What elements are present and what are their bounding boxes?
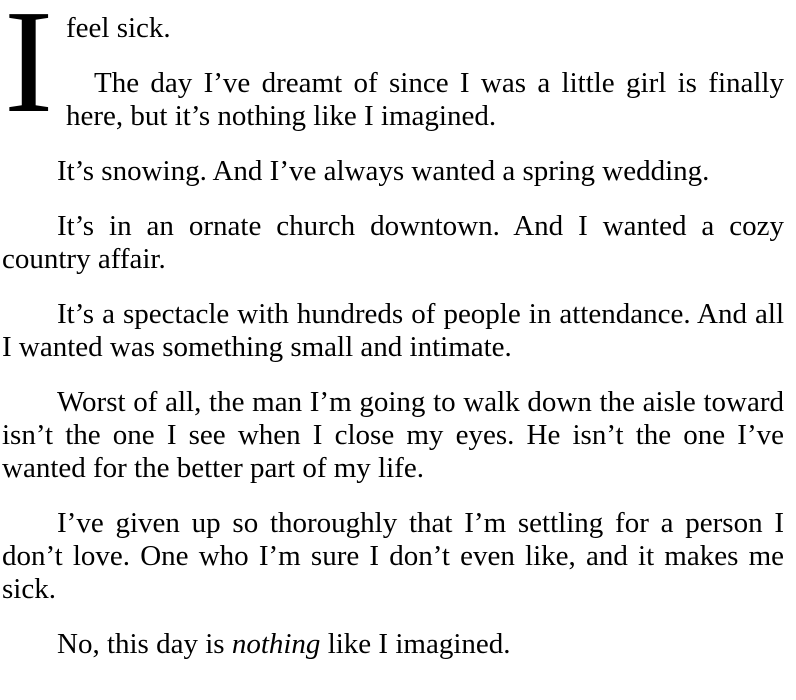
paragraph-worst-of-all: Worst of all, the man I’m going to walk down the aisle toward isn’t the one I see when I close my eyes. He isn’t the one I’ve wanted for the better part of my life. [2,386,784,484]
paragraph-church: It’s in an ornate church downtown. And I wanted a cozy country affair. [2,210,784,275]
paragraph-given-up: I’ve given up so thoroughly that I’m settling for a person I don’t love. One who I’m sure I don’t even like, and it makes me sick. [2,507,784,605]
paragraph-opening: feel sick. [66,12,171,44]
closing-emphasized-word: nothing [231,628,321,660]
paragraph-dreamt-day: The day I’ve dreamt of since I was a little girl is finally here, but it’s nothing like I imagined. [66,67,784,132]
closing-suffix: like I imagined. [320,628,511,660]
drop-cap-letter: I [4,0,54,144]
paragraph-closing [2,628,784,661]
paragraph-spectacle: It’s a spectacle with hundreds of people in attendance. And all I wanted was something small and intimate. [2,298,784,363]
paragraph-snowing: It’s snowing. And I’ve always wanted a spring wedding. [57,155,710,187]
drop-cap [2,0,54,144]
closing-prefix: No, this day is [57,628,232,660]
